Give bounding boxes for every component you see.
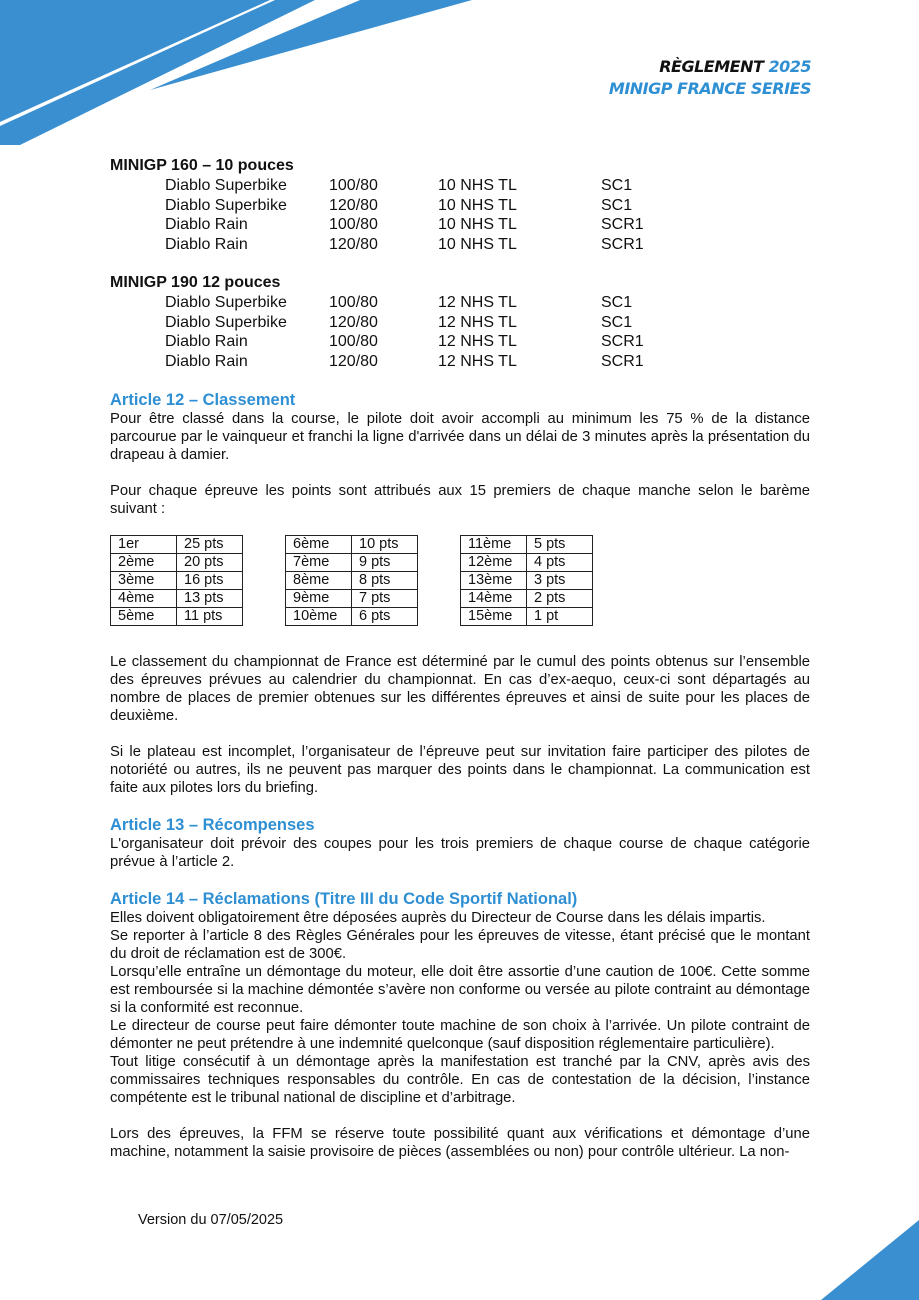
rank-cell: 2ème	[111, 554, 177, 572]
points-cell: 6 pts	[352, 608, 418, 626]
points-cell: 5 pts	[527, 536, 593, 554]
tyre-size: 120/80	[329, 352, 378, 370]
tyre-specs	[110, 156, 810, 371]
article-12-paragraph: Pour être classé dans la course, le pilote doit avoir accompli au minimum les 75 % de la distance parcourue par le vainqueur et franchi la ligne d'arrivée dans un délai de 3 minutes après la présentation du drapeau à damier.	[110, 411, 810, 463]
page-content	[110, 156, 810, 1161]
table-row	[111, 608, 243, 626]
table-row	[111, 590, 243, 608]
header-title: RÈGLEMENT	[659, 57, 764, 76]
tyre-model: Diablo Superbike	[165, 177, 287, 194]
tyre-compound: SCR1	[601, 216, 644, 233]
table-row	[286, 572, 418, 590]
tyre-size: 100/80	[329, 216, 378, 233]
article-14-paragraph: Lors des épreuves, la FFM se réserve toute possibilité quant aux vérifications et démontage d’une machine, notamment la saisie provisoire de pièces (assemblées ou non) pour contrôle ultérieur. La non-	[110, 1126, 810, 1160]
tyre-rim: 12 NHS TL	[438, 333, 517, 350]
tyre-compound: SC1	[601, 196, 633, 214]
points-cell: 25 pts	[177, 536, 243, 554]
rank-cell: 13ème	[461, 572, 527, 590]
tyre-row	[110, 332, 810, 352]
bottom-right-triangle-decoration	[819, 1220, 919, 1300]
points-cell: 10 pts	[352, 536, 418, 554]
rank-cell: 9ème	[286, 590, 352, 608]
points-cell: 2 pts	[527, 590, 593, 608]
rank-cell: 12ème	[461, 554, 527, 572]
tyre-rim: 10 NHS TL	[438, 235, 517, 253]
points-cell: 13 pts	[177, 590, 243, 608]
points-cell: 11 pts	[177, 608, 243, 626]
table-row	[461, 554, 593, 572]
article-14-paragraph: Tout litige consécutif à un démontage après la manifestation est tranché par la CNV, après avis des commissaires techniques responsables du contrôle. En cas de contestation de la décision, l’instance compétente est le tribunal national de discipline et d’arbitrage.	[110, 1054, 810, 1106]
top-left-stripes-decoration	[0, 0, 480, 145]
table-row	[461, 590, 593, 608]
tyre-row	[110, 235, 810, 255]
points-table	[110, 535, 243, 626]
tyre-group	[110, 156, 810, 254]
article-12-title: Article 12 – Classement	[110, 391, 296, 409]
rank-cell: 14ème	[461, 590, 527, 608]
header-year: 2025	[768, 57, 811, 76]
tyre-model: Diablo Rain	[165, 352, 248, 370]
tyre-compound: SCR1	[601, 352, 644, 370]
tyre-compound: SC1	[601, 294, 633, 311]
rank-cell: 3ème	[111, 572, 177, 590]
tyre-size: 100/80	[329, 177, 378, 194]
table-row	[111, 536, 243, 554]
tyre-size: 120/80	[329, 235, 378, 253]
rank-cell: 11ème	[461, 536, 527, 554]
table-row	[461, 608, 593, 626]
tyre-model: Diablo Superbike	[165, 196, 287, 214]
article-14-paragraph: Le directeur de course peut faire démonter toute machine de son choix à l’arrivée. Un pilote contraint de démonter ne peut prétendre à une indemnité quelconque (sauf disposition réglementaire particulière).	[110, 1018, 810, 1052]
article-12-paragraph: Si le plateau est incomplet, l’organisateur de l’épreuve peut sur invitation faire participer des pilotes de notoriété ou autres, ils ne peuvent pas marquer des points dans le championnat. La communication est faite aux pilotes lors du briefing.	[110, 744, 810, 796]
article-14-title: Article 14 – Réclamations (Titre III du Code Sportif National)	[110, 890, 578, 908]
article-14-paragraph: Lorsqu’elle entraîne un démontage du moteur, elle doit être assortie d’une caution de 100€. Cette somme est remboursée si la machine démontée s’avère non conforme ou versée au pilote contraint au démontage si la conformité est reconnue.	[110, 964, 810, 1016]
article-13-title: Article 13 – Récompenses	[110, 816, 315, 834]
rank-cell: 7ème	[286, 554, 352, 572]
table-row	[461, 536, 593, 554]
article-14-paragraph: Elles doivent obligatoirement être déposées auprès du Directeur de Course dans les délais impartis.	[110, 910, 766, 926]
tyre-group-title: MINIGP 160 – 10 pouces	[110, 157, 294, 174]
tyre-compound: SCR1	[601, 235, 644, 253]
tyre-row	[110, 215, 810, 235]
tyre-compound: SC1	[601, 177, 633, 194]
points-cell: 20 pts	[177, 554, 243, 572]
tyre-model: Diablo Superbike	[165, 313, 287, 331]
version-footer: Version du 07/05/2025	[138, 1212, 284, 1228]
tyre-group	[110, 273, 810, 371]
tyre-size: 120/80	[329, 196, 378, 214]
article-12-paragraph: Le classement du championnat de France est déterminé par le cumul des points obtenus sur l’ensemble des épreuves prévues au calendrier du championnat. En cas d’ex-aequo, ceux-ci sont départagés au nombre de places de premier obtenues sur les différentes épreuves et ainsi de suite pour les places de deuxième.	[110, 654, 810, 724]
tyre-size: 100/80	[329, 333, 378, 350]
points-cell: 7 pts	[352, 590, 418, 608]
rank-cell: 15ème	[461, 608, 527, 626]
tyre-rim: 10 NHS TL	[438, 177, 517, 194]
rank-cell: 8ème	[286, 572, 352, 590]
points-table	[285, 535, 418, 626]
tyre-row	[110, 313, 810, 333]
table-row	[286, 554, 418, 572]
points-cell: 16 pts	[177, 572, 243, 590]
header-series: MINIGP FRANCE SERIES	[608, 79, 811, 98]
points-cell: 4 pts	[527, 554, 593, 572]
table-row	[461, 572, 593, 590]
tyre-size: 120/80	[329, 313, 378, 331]
rank-cell: 1er	[111, 536, 177, 554]
tyre-rim: 12 NHS TL	[438, 352, 517, 370]
tyre-model: Diablo Rain	[165, 216, 248, 233]
points-tables	[110, 535, 810, 631]
points-cell: 1 pt	[527, 608, 593, 626]
tyre-compound: SCR1	[601, 333, 644, 350]
tyre-row	[110, 196, 810, 216]
tyre-model: Diablo Superbike	[165, 294, 287, 311]
tyre-size: 100/80	[329, 294, 378, 311]
points-cell: 8 pts	[352, 572, 418, 590]
tyre-rim: 12 NHS TL	[438, 294, 517, 311]
table-row	[111, 572, 243, 590]
document-header	[609, 56, 811, 100]
tyre-rim: 10 NHS TL	[438, 196, 517, 214]
table-row	[286, 590, 418, 608]
table-row	[286, 536, 418, 554]
points-cell: 3 pts	[527, 572, 593, 590]
tyre-group-title: MINIGP 190 12 pouces	[110, 274, 281, 291]
tyre-rim: 10 NHS TL	[438, 216, 517, 233]
tyre-compound: SC1	[601, 313, 633, 331]
points-cell: 9 pts	[352, 554, 418, 572]
rank-cell: 5ème	[111, 608, 177, 626]
article-13-paragraph: L'organisateur doit prévoir des coupes pour les trois premiers de chaque course de chaque catégorie prévue à l’article 2.	[110, 836, 810, 870]
tyre-row	[110, 176, 810, 196]
points-table	[460, 535, 593, 626]
rank-cell: 6ème	[286, 536, 352, 554]
tyre-model: Diablo Rain	[165, 235, 248, 253]
article-14-paragraph: Se reporter à l’article 8 des Règles Générales pour les épreuves de vitesse, étant précisé que le montant du droit de réclamation est de 300€.	[110, 928, 810, 962]
table-row	[111, 554, 243, 572]
tyre-model: Diablo Rain	[165, 333, 248, 350]
rank-cell: 10ème	[286, 608, 352, 626]
article-12-paragraph: Pour chaque épreuve les points sont attribués aux 15 premiers de chaque manche selon le barème suivant :	[110, 483, 810, 517]
rank-cell: 4ème	[111, 590, 177, 608]
tyre-rim: 12 NHS TL	[438, 313, 517, 331]
tyre-row	[110, 293, 810, 313]
table-row	[286, 608, 418, 626]
tyre-row	[110, 352, 810, 372]
